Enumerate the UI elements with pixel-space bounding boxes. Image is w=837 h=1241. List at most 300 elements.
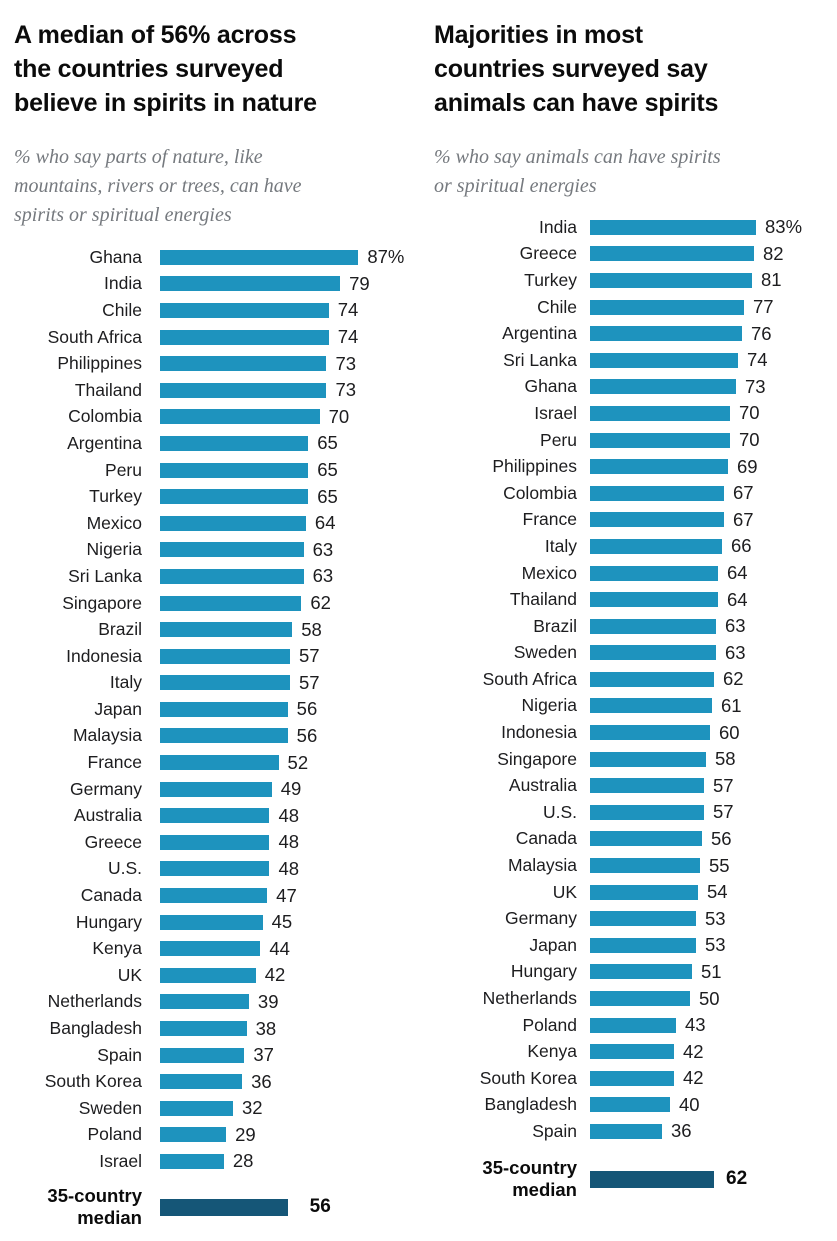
bar (590, 858, 700, 873)
median-label: 35-country median (482, 1157, 577, 1200)
bar (590, 698, 712, 713)
country-label: Indonesia (501, 722, 577, 743)
bar-row (14, 350, 414, 377)
bar-value: 56 (296, 698, 318, 720)
bar (590, 991, 690, 1006)
bar-row (14, 244, 414, 271)
bar-row (434, 985, 829, 1012)
bar-row (14, 563, 414, 590)
bar (160, 250, 358, 265)
bar-row (14, 271, 414, 298)
chart-animals-have-spirits (434, 0, 829, 1241)
bar-row (434, 347, 829, 374)
bar-list (434, 214, 829, 1145)
country-label: India (539, 216, 577, 237)
bar-value: 48 (278, 831, 300, 853)
country-label: Poland (87, 1124, 142, 1145)
bar-row (14, 483, 414, 510)
chart-subtitle-line: % who say parts of nature, like (14, 146, 263, 168)
bar (160, 1021, 247, 1036)
country-label: Peru (105, 459, 142, 480)
bar (160, 861, 269, 876)
bar (160, 968, 256, 983)
bar-row (14, 1042, 414, 1069)
bar (590, 964, 692, 979)
country-label: Malaysia (507, 855, 577, 876)
country-label: Brazil (98, 619, 142, 640)
bar-value: 38 (255, 1017, 277, 1039)
bar-row (14, 856, 414, 883)
country-label: Malaysia (72, 725, 142, 746)
bar-row (434, 613, 829, 640)
country-label: Sri Lanka (68, 565, 142, 586)
bar (160, 330, 329, 345)
country-label: Thailand (509, 589, 577, 610)
bar-row (14, 829, 414, 856)
bar-value: 63 (725, 641, 746, 663)
bar-value: 83% (765, 216, 803, 238)
country-label: Australia (508, 775, 577, 796)
country-label: Sweden (78, 1097, 142, 1118)
bar-row (434, 719, 829, 746)
country-label: Australia (73, 805, 142, 826)
bar-value: 37 (253, 1044, 274, 1066)
bar-row (434, 400, 829, 427)
chart-title (434, 18, 829, 120)
bar-value: 73 (335, 379, 357, 401)
country-label: Canada (515, 828, 577, 849)
bar-value: 42 (683, 1067, 704, 1089)
country-label: Chile (102, 299, 142, 320)
bar (160, 994, 249, 1009)
bar-value: 67 (733, 508, 754, 530)
bar-value: 57 (298, 645, 320, 667)
bar-value: 57 (298, 671, 320, 693)
bar (590, 831, 702, 846)
bar (590, 539, 722, 554)
bar (590, 353, 738, 368)
bar-value: 42 (264, 964, 286, 986)
bar (160, 755, 279, 770)
bar-row (434, 560, 829, 587)
bar-value: 81 (761, 269, 782, 291)
bar-row (434, 507, 829, 534)
bar-value: 73 (745, 375, 766, 397)
bar-value: 45 (271, 911, 293, 933)
bar-value: 87% (367, 246, 405, 268)
bar-value: 44 (269, 937, 290, 959)
bar-value: 70 (739, 402, 760, 424)
bar-value: 67 (733, 482, 754, 504)
bar (590, 1018, 676, 1033)
bar-row (14, 1068, 414, 1095)
bar-value: 77 (753, 296, 774, 318)
bar (590, 1044, 674, 1059)
bar (590, 273, 752, 288)
country-label: Poland (522, 1014, 577, 1035)
bar-row (434, 932, 829, 959)
bar (160, 276, 340, 291)
bar-value: 48 (278, 804, 300, 826)
country-label: Turkey (524, 269, 577, 290)
median-row (14, 1185, 414, 1229)
country-label: Spain (97, 1044, 142, 1065)
bar-value: 79 (349, 272, 370, 294)
country-label: South Africa (482, 668, 577, 689)
bar-row (14, 723, 414, 750)
bar (590, 1071, 674, 1086)
bar-value: 66 (731, 535, 752, 557)
chart-subtitle-line: % who say animals can have spirits (434, 146, 721, 168)
bar-row (434, 294, 829, 321)
bar-row (434, 480, 829, 507)
bar-row (14, 696, 414, 723)
country-label: Japan (529, 934, 577, 955)
country-label: Netherlands (482, 988, 577, 1009)
bar-row (14, 404, 414, 431)
bar-row (434, 586, 829, 613)
country-label: France (522, 509, 577, 530)
chart-subtitle-line: mountains, rivers or trees, can have (14, 175, 302, 197)
bar-row (14, 1148, 414, 1175)
bar (160, 649, 290, 664)
country-label: Nigeria (521, 695, 577, 716)
country-label: Turkey (89, 486, 142, 507)
bar (590, 911, 696, 926)
bar (590, 938, 696, 953)
bar-row (14, 935, 414, 962)
bar-value: 60 (719, 721, 740, 743)
bar-row (14, 989, 414, 1016)
bar-value: 63 (725, 615, 746, 637)
bar-row (434, 746, 829, 773)
bar (160, 1048, 244, 1063)
country-label: Ghana (89, 246, 142, 267)
country-label: Canada (80, 885, 142, 906)
bar (590, 300, 744, 315)
bar (590, 326, 742, 341)
bar-row (14, 670, 414, 697)
country-label: Colombia (503, 482, 577, 503)
country-label: Argentina (502, 323, 577, 344)
bar-row (434, 374, 829, 401)
country-label: Greece (519, 243, 577, 264)
bar (160, 622, 292, 637)
bar-row (14, 590, 414, 617)
chart-title-line: countries surveyed say (434, 55, 708, 83)
bar (160, 383, 326, 398)
bar (590, 1124, 662, 1139)
bar (160, 596, 301, 611)
bar (160, 702, 288, 717)
bar (160, 463, 308, 478)
country-label: Netherlands (47, 991, 142, 1012)
country-label: Singapore (497, 748, 577, 769)
bar-value: 54 (707, 881, 728, 903)
bar-value: 65 (317, 432, 338, 454)
bar-value: 49 (280, 778, 302, 800)
chart-title-line: animals can have spirits (434, 89, 719, 117)
bar-value: 32 (241, 1097, 263, 1119)
bar-row (434, 1118, 829, 1145)
chart-subtitle-line: spirits or spiritual energies (14, 204, 232, 226)
bar-value: 56 (711, 827, 732, 849)
bar (590, 885, 698, 900)
country-label: Hungary (75, 911, 142, 932)
bar-row (434, 772, 829, 799)
country-label: Chile (537, 296, 577, 317)
bar (160, 303, 329, 318)
bar-list (14, 244, 414, 1175)
bar (160, 436, 308, 451)
chart-title (14, 18, 414, 120)
bar-row (14, 1122, 414, 1149)
country-label: Philippines (57, 353, 142, 374)
bar-row (14, 297, 414, 324)
bar-row (14, 510, 414, 537)
bar (590, 406, 730, 421)
bar-row (434, 666, 829, 693)
country-label: India (104, 273, 142, 294)
bar-value: 39 (257, 990, 279, 1012)
country-label: Peru (540, 429, 577, 450)
bar (590, 220, 756, 235)
country-label: Bangladesh (49, 1018, 142, 1039)
bar-row (434, 427, 829, 454)
bar-row (434, 214, 829, 241)
country-label: Sweden (513, 642, 577, 663)
bar (160, 675, 290, 690)
median-label: 35-country median (47, 1185, 142, 1228)
bar-row (14, 324, 414, 351)
country-label: U.S. (107, 858, 142, 879)
bar (590, 778, 704, 793)
bar (160, 782, 272, 797)
bar-row (434, 1038, 829, 1065)
chart-subtitle-line: or spiritual energies (434, 175, 597, 197)
chart-spirits-in-nature (14, 0, 414, 1241)
country-label: UK (117, 964, 142, 985)
bar-value: 57 (713, 774, 734, 796)
bar-value: 65 (317, 485, 338, 507)
bar (160, 915, 263, 930)
bar-value: 63 (312, 538, 334, 560)
bar-row (434, 453, 829, 480)
bar-row (434, 320, 829, 347)
bar (590, 246, 754, 261)
bar-value: 65 (317, 459, 338, 481)
bar (590, 379, 736, 394)
bar-value: 69 (737, 455, 758, 477)
chart-subtitle (434, 143, 829, 201)
country-label: South Korea (44, 1071, 142, 1092)
bar (160, 569, 304, 584)
country-label: Greece (84, 831, 142, 852)
country-label: Philippines (492, 456, 577, 477)
bar-value: 64 (727, 588, 748, 610)
country-label: Israel (534, 402, 577, 423)
bar (160, 808, 269, 823)
bar (590, 752, 706, 767)
country-label: Germany (505, 908, 577, 929)
country-label: Italy (544, 535, 577, 556)
bar-value: 57 (713, 801, 734, 823)
country-label: Israel (99, 1150, 142, 1171)
bar-value: 70 (328, 405, 350, 427)
country-label: Thailand (74, 379, 142, 400)
bar-row (434, 852, 829, 879)
bar-value: 61 (721, 694, 742, 716)
country-label: Brazil (533, 615, 577, 636)
bar (590, 433, 730, 448)
bar-value: 36 (251, 1070, 272, 1092)
country-label: Kenya (92, 938, 142, 959)
country-label: Mexico (521, 562, 577, 583)
bar-value: 47 (276, 884, 297, 906)
bar-row (434, 1092, 829, 1119)
bar (160, 409, 320, 424)
country-label: Sri Lanka (503, 349, 577, 370)
bar-row (14, 909, 414, 936)
bar-row (434, 959, 829, 986)
bar-row (434, 693, 829, 720)
bar-value: 36 (671, 1120, 692, 1142)
country-label: U.S. (542, 801, 577, 822)
bar (160, 1127, 226, 1142)
bar (160, 835, 269, 850)
bar (590, 486, 724, 501)
bar (590, 459, 728, 474)
bar-value: 55 (709, 854, 730, 876)
bar-value: 52 (287, 751, 309, 773)
bar-value: 62 (310, 592, 331, 614)
bar-value: 82 (763, 242, 784, 264)
bar-row (14, 749, 414, 776)
bar-value: 50 (699, 987, 720, 1009)
bar-value: 74 (747, 349, 768, 371)
country-label: Spain (532, 1120, 577, 1141)
bar-row (14, 962, 414, 989)
chart-subtitle (14, 143, 414, 230)
bar-row (434, 533, 829, 560)
country-label: Germany (70, 778, 142, 799)
chart-title-line: Majorities in most (434, 21, 643, 49)
bar-value: 73 (335, 352, 357, 374)
bar-row (14, 616, 414, 643)
bar (160, 728, 288, 743)
bar-value: 42 (683, 1040, 704, 1062)
bar (590, 1097, 670, 1112)
bar-value: 74 (337, 326, 359, 348)
bar-row (14, 1095, 414, 1122)
bar-row (14, 776, 414, 803)
country-label: France (87, 752, 142, 773)
chart-title-line: A median of 56% across (14, 21, 297, 49)
bar-value: 48 (278, 857, 300, 879)
country-label: Mexico (86, 512, 142, 533)
country-label: Nigeria (86, 539, 142, 560)
bar (160, 1101, 233, 1116)
bar-value: 29 (235, 1123, 256, 1145)
country-label: Italy (109, 672, 142, 693)
bar-value: 76 (751, 322, 772, 344)
bar-row (434, 267, 829, 294)
bar-value: 43 (685, 1014, 706, 1036)
bar-value: 53 (705, 907, 726, 929)
bar-value: 53 (705, 934, 726, 956)
median-row (434, 1157, 829, 1201)
bar (160, 1154, 224, 1169)
country-label: Hungary (510, 961, 577, 982)
chart-title-line: believe in spirits in nature (14, 89, 317, 117)
bar-value: 74 (337, 299, 359, 321)
bar (590, 672, 714, 687)
bar-row (14, 377, 414, 404)
country-label: Singapore (62, 592, 142, 613)
country-label: Colombia (68, 406, 142, 427)
median-value: 62 (726, 1168, 748, 1189)
bar-row (14, 457, 414, 484)
bar (590, 619, 716, 634)
country-label: UK (552, 881, 577, 902)
bar-row (434, 905, 829, 932)
bar (160, 542, 304, 557)
bar (590, 592, 718, 607)
bar (590, 645, 716, 660)
bar (160, 489, 308, 504)
bar-value: 62 (723, 668, 744, 690)
bar-row (434, 241, 829, 268)
country-label: South Korea (479, 1067, 577, 1088)
bar-row (14, 1015, 414, 1042)
bar-value: 58 (715, 748, 736, 770)
bar-row (14, 643, 414, 670)
bar-value: 56 (296, 724, 318, 746)
bar-value: 28 (232, 1150, 254, 1172)
median-bar (160, 1199, 288, 1216)
bar-row (434, 1012, 829, 1039)
bar (160, 516, 306, 531)
bar-value: 70 (739, 429, 760, 451)
median-value: 56 (309, 1196, 331, 1217)
bar-row (14, 802, 414, 829)
bar-value: 63 (312, 565, 334, 587)
country-label: Indonesia (66, 645, 142, 666)
bar-row (14, 882, 414, 909)
bar (160, 356, 326, 371)
bar-value: 64 (314, 512, 336, 534)
country-label: South Africa (47, 326, 142, 347)
bar-value: 40 (679, 1093, 700, 1115)
median-bar (590, 1171, 714, 1188)
bar (160, 1074, 242, 1089)
bar-row (14, 537, 414, 564)
bar-row (434, 826, 829, 853)
bar (590, 566, 718, 581)
bar-row (14, 430, 414, 457)
bar-value: 51 (701, 960, 722, 982)
bar-row (434, 799, 829, 826)
bar-value: 64 (727, 562, 748, 584)
country-label: Ghana (524, 376, 577, 397)
bar-row (434, 640, 829, 667)
bar-row (434, 1065, 829, 1092)
bar (590, 805, 704, 820)
country-label: Japan (94, 698, 142, 719)
bar (160, 888, 267, 903)
chart-title-line: the countries surveyed (14, 55, 284, 83)
bar-row (434, 879, 829, 906)
